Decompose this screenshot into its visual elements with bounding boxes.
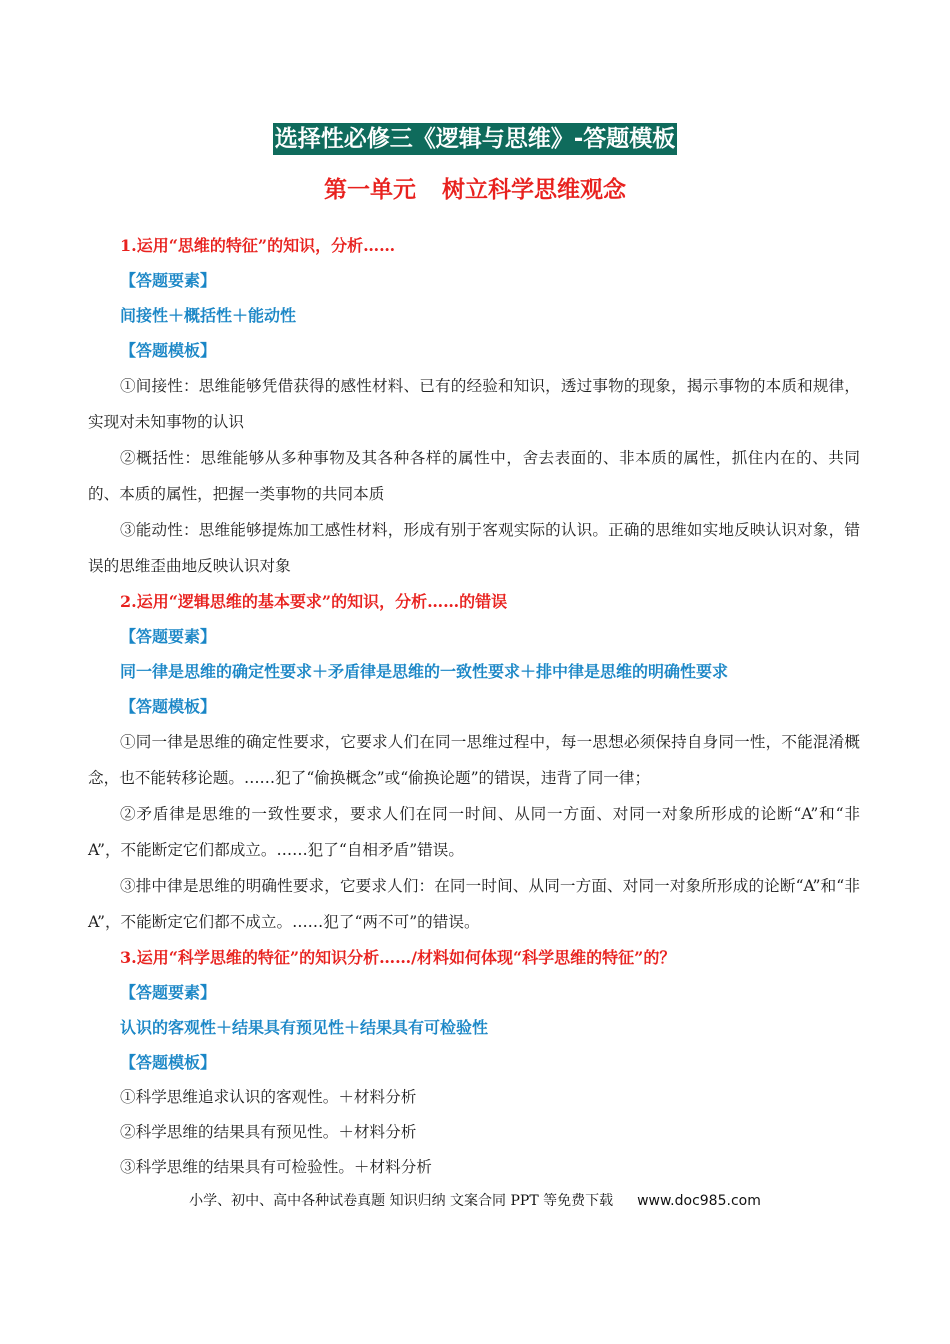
template-paragraph: ③能动性：思维能够提炼加工感性材料，形成有别于客观实际的认识。正确的思维如实地反映认识对象，错误的思维歪曲地反映认识对象	[88, 521, 860, 575]
elements-label: 【答题要素】	[120, 983, 217, 1002]
document-body	[88, 228, 860, 1185]
footer-text: 小学、初中、高中各种试卷真题 知识归纳 文案合同 PPT 等免费下载	[189, 1193, 614, 1209]
template-label: 【答题模板】	[120, 341, 217, 360]
unit-title	[0, 174, 950, 206]
template-label: 【答题模板】	[120, 1053, 217, 1072]
template-paragraph: ①同一律是思维的确定性要求，它要求人们在同一思维过程中，每一思想必须保持自身同一性，不能混淆概念，也不能转移论题。……犯了“偷换概念”或“偷换论题”的错误，违背了同一律；	[88, 733, 860, 787]
template-paragraph: ②科学思维的结果具有预见性。＋材料分析	[120, 1123, 417, 1141]
template-label: 【答题模板】	[120, 697, 217, 716]
template-paragraph: ②矛盾律是思维的一致性要求，要求人们在同一时间、从同一方面、对同一对象所形成的论断“A”和“非 A”，不能断定它们都成立。……犯了“自相矛盾”错误。	[88, 805, 860, 859]
template-paragraph: ③排中律是思维的明确性要求，它要求人们：在同一时间、从同一方面、对同一对象所形成的论断“A”和“非 A”，不能断定它们都不成立。……犯了“两不可”的错误。	[88, 877, 860, 931]
template-paragraph: ②概括性：思维能够从多种事物及其各种各样的属性中，舍去表面的、非本质的属性，抓住内在的、共同的、本质的属性，把握一类事物的共同本质	[88, 449, 860, 503]
page-footer	[0, 1190, 950, 1212]
template-paragraph: ③科学思维的结果具有可检验性。＋材料分析	[120, 1158, 432, 1176]
question-heading: 3.运用“科学思维的特征”的知识分析……/材料如何体现“科学思维的特征”的？	[120, 948, 676, 967]
question-heading: 1.运用“思维的特征”的知识，分析……	[120, 236, 396, 255]
footer-url[interactable]: www.doc985.com	[637, 1193, 761, 1209]
page-title-bar	[0, 123, 950, 155]
page-title: 选择性必修三《逻辑与思维》-答题模板	[273, 123, 678, 155]
template-paragraph: ①间接性：思维能够凭借获得的感性材料、已有的经验和知识，透过事物的现象，揭示事物的本质和规律，实现对未知事物的认识	[88, 377, 860, 431]
question-heading: 2.运用“逻辑思维的基本要求”的知识，分析……的错误	[120, 592, 508, 611]
elements-label: 【答题要素】	[120, 271, 217, 290]
elements-text: 间接性＋概括性＋能动性	[120, 306, 297, 325]
elements-text: 同一律是思维的确定性要求＋矛盾律是思维的一致性要求＋排中律是思维的明确性要求	[120, 662, 729, 681]
unit-name: 树立科学思维观念	[442, 176, 626, 203]
unit-number: 第一单元	[324, 176, 416, 203]
template-paragraph: ①科学思维追求认识的客观性。＋材料分析	[120, 1088, 417, 1106]
elements-label: 【答题要素】	[120, 627, 217, 646]
elements-text: 认识的客观性＋结果具有预见性＋结果具有可检验性	[120, 1018, 489, 1037]
